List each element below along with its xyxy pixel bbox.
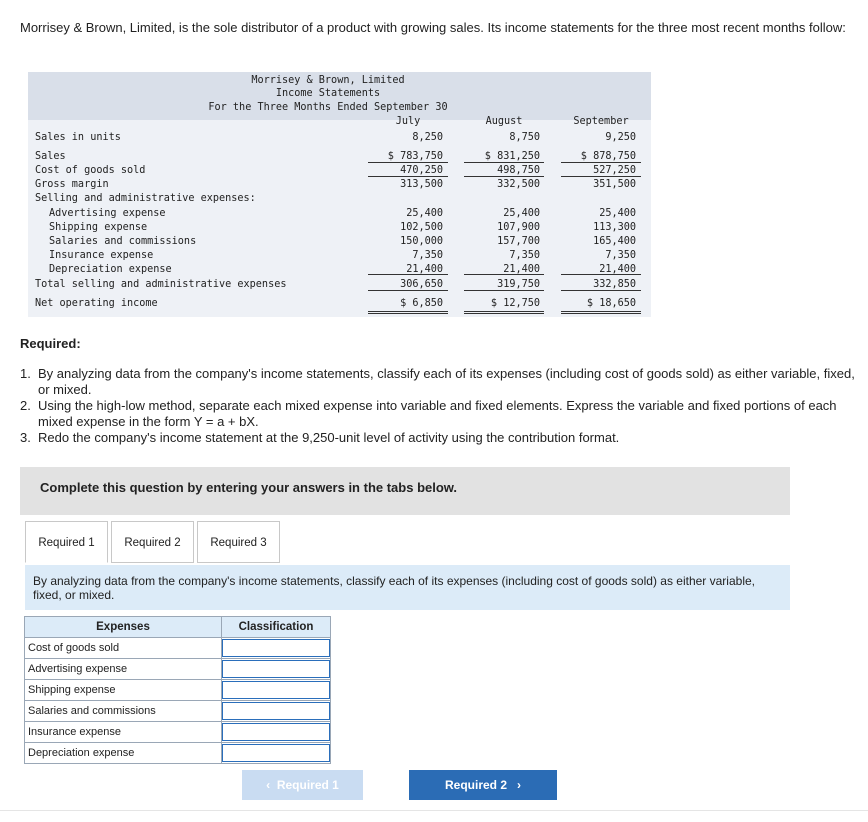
statement-company: Morrisey & Brown, Limited bbox=[251, 75, 405, 86]
required-item-number: 2. bbox=[20, 398, 31, 413]
classification-cell bbox=[222, 722, 331, 743]
previous-button-label: Required 1 bbox=[276, 778, 339, 792]
required-item-number: 3. bbox=[20, 430, 31, 445]
statement-cell-august: 498,750 bbox=[497, 165, 540, 176]
instruction-text: By analyzing data from the company's income statements, classify each of its expenses (including cost of goods sold) as either variable, fixed, or mixed. bbox=[33, 574, 755, 602]
statement-cell-august: 8,750 bbox=[509, 132, 540, 143]
classification-table bbox=[24, 616, 331, 764]
classification-input[interactable] bbox=[222, 723, 330, 741]
column-september: September bbox=[573, 116, 629, 127]
next-button[interactable] bbox=[409, 770, 557, 800]
statement-cell-july: 21,400 bbox=[406, 264, 443, 275]
table-row bbox=[25, 743, 331, 764]
complete-banner bbox=[20, 467, 790, 515]
classification-input[interactable] bbox=[222, 660, 330, 678]
statement-row-label: Salaries and commissions bbox=[49, 236, 197, 247]
statement-period: For the Three Months Ended September 30 bbox=[208, 102, 448, 113]
statement-cell-august: 21,400 bbox=[503, 264, 540, 275]
statement-cell-july: 313,500 bbox=[400, 179, 443, 190]
statement-cell-july: 150,000 bbox=[400, 236, 443, 247]
expense-label: Salaries and commissions bbox=[25, 701, 222, 722]
expense-label: Insurance expense bbox=[25, 722, 222, 743]
column-august: August bbox=[485, 116, 523, 127]
expense-label: Advertising expense bbox=[25, 659, 222, 680]
instruction-box bbox=[25, 565, 790, 610]
footer-divider bbox=[0, 810, 868, 811]
classification-cell bbox=[222, 680, 331, 701]
statement-row-label: Sales in units bbox=[35, 132, 121, 143]
complete-banner-text: Complete this question by entering your answers in the tabs below. bbox=[40, 480, 458, 495]
required-item-text: By analyzing data from the company's income statements, classify each of its expenses (including cost of goods sold) as either variable, fixed, or mixed. bbox=[38, 366, 855, 397]
required-item-text: Using the high-low method, separate each mixed expense into variable and fixed elements. Express the variable and fixed portions of each mixed expense in the form Y = a + bX. bbox=[38, 398, 837, 429]
statement-row-label: Advertising expense bbox=[49, 208, 166, 219]
statement-row-label: Total selling and administrative expenses bbox=[35, 279, 287, 290]
statement-cell-july: $ 6,850 bbox=[400, 298, 443, 309]
table-row bbox=[25, 722, 331, 743]
tab-required-2[interactable]: Required 2 bbox=[111, 521, 194, 563]
statement-rule bbox=[368, 162, 448, 163]
statement-rule bbox=[464, 274, 544, 275]
classification-input[interactable] bbox=[222, 702, 330, 720]
required-item bbox=[20, 366, 865, 398]
chevron-left-icon: ‹ bbox=[266, 778, 271, 792]
classification-cell bbox=[222, 659, 331, 680]
chevron-right-icon: › bbox=[517, 778, 522, 792]
statement-cell-september: 9,250 bbox=[605, 132, 636, 143]
statement-cell-july: 7,350 bbox=[412, 250, 443, 261]
statement-cell-july: 8,250 bbox=[412, 132, 443, 143]
required-item-text: Redo the company's income statement at the 9,250-unit level of activity using the contribution format. bbox=[38, 430, 620, 445]
statement-rule bbox=[464, 311, 544, 314]
statement-title: Income Statements bbox=[275, 88, 381, 99]
table-row bbox=[25, 638, 331, 659]
statement-cell-august: 332,500 bbox=[497, 179, 540, 190]
statement-row-label: Gross margin bbox=[35, 179, 109, 190]
statement-cell-july: 470,250 bbox=[400, 165, 443, 176]
statement-cell-august: $ 12,750 bbox=[490, 298, 540, 309]
statement-cell-july: 306,650 bbox=[400, 279, 443, 290]
statement-row-label: Shipping expense bbox=[49, 222, 148, 233]
classification-input[interactable] bbox=[222, 681, 330, 699]
table-row bbox=[25, 680, 331, 701]
statement-rule bbox=[561, 176, 641, 177]
income-statement bbox=[28, 72, 651, 317]
required-item bbox=[20, 398, 865, 430]
statement-rule bbox=[464, 176, 544, 177]
statement-cell-august: 319,750 bbox=[497, 279, 540, 290]
expenses-header: Expenses bbox=[25, 617, 222, 638]
required-item bbox=[20, 430, 865, 446]
statement-cell-july: $ 783,750 bbox=[387, 151, 443, 162]
statement-rule bbox=[561, 274, 641, 275]
statement-row-label: Sales bbox=[35, 151, 66, 162]
statement-row-label: Net operating income bbox=[35, 298, 158, 309]
statement-cell-august: $ 831,250 bbox=[484, 151, 540, 162]
tab-required-1[interactable]: Required 1 bbox=[25, 521, 108, 563]
statement-cell-september: 25,400 bbox=[599, 208, 636, 219]
statement-cell-august: 25,400 bbox=[503, 208, 540, 219]
statement-row-label: Insurance expense bbox=[49, 250, 154, 261]
statement-cell-september: 527,250 bbox=[593, 165, 636, 176]
statement-rule bbox=[561, 290, 641, 291]
required-heading: Required: bbox=[20, 336, 81, 351]
statement-rule bbox=[368, 176, 448, 177]
statement-cell-september: 332,850 bbox=[593, 279, 636, 290]
statement-cell-july: 25,400 bbox=[406, 208, 443, 219]
classification-input[interactable] bbox=[222, 744, 330, 762]
statement-rule bbox=[368, 274, 448, 275]
statement-cell-september: 21,400 bbox=[599, 264, 636, 275]
statement-cell-august: 7,350 bbox=[509, 250, 540, 261]
statement-row-label: Depreciation expense bbox=[49, 264, 172, 275]
classification-cell bbox=[222, 638, 331, 659]
statement-cell-august: 107,900 bbox=[497, 222, 540, 233]
statement-cell-september: 351,500 bbox=[593, 179, 636, 190]
expense-label: Shipping expense bbox=[25, 680, 222, 701]
statement-rule bbox=[464, 162, 544, 163]
statement-rule bbox=[464, 290, 544, 291]
table-row bbox=[25, 659, 331, 680]
statement-rule bbox=[368, 311, 448, 314]
previous-button[interactable] bbox=[242, 770, 363, 800]
expense-label: Depreciation expense bbox=[25, 743, 222, 764]
statement-rule bbox=[368, 290, 448, 291]
problem-intro: Morrisey & Brown, Limited, is the sole distributor of a product with growing sales. Its income statements for the three most recent months follow: bbox=[20, 20, 846, 35]
statement-row-label: Cost of goods sold bbox=[35, 165, 146, 176]
required-item-number: 1. bbox=[20, 366, 31, 381]
classification-header: Classification bbox=[222, 617, 331, 638]
statement-rule bbox=[561, 311, 641, 314]
column-july: July bbox=[395, 116, 421, 127]
tab-required-3[interactable]: Required 3 bbox=[197, 521, 280, 563]
statement-cell-july: 102,500 bbox=[400, 222, 443, 233]
classification-cell bbox=[222, 743, 331, 764]
statement-cell-september: $ 18,650 bbox=[586, 298, 636, 309]
required-list bbox=[20, 366, 865, 446]
statement-cell-september: 113,300 bbox=[593, 222, 636, 233]
statement-cell-september: 7,350 bbox=[605, 250, 636, 261]
table-row bbox=[25, 701, 331, 722]
statement-cell-august: 157,700 bbox=[497, 236, 540, 247]
statement-row-label: Selling and administrative expenses: bbox=[35, 193, 256, 204]
expense-label: Cost of goods sold bbox=[25, 638, 222, 659]
classification-input[interactable] bbox=[222, 639, 330, 657]
statement-cell-september: $ 878,750 bbox=[580, 151, 636, 162]
classification-cell bbox=[222, 701, 331, 722]
statement-cell-september: 165,400 bbox=[593, 236, 636, 247]
statement-rule bbox=[561, 162, 641, 163]
next-button-label: Required 2 bbox=[444, 778, 507, 792]
